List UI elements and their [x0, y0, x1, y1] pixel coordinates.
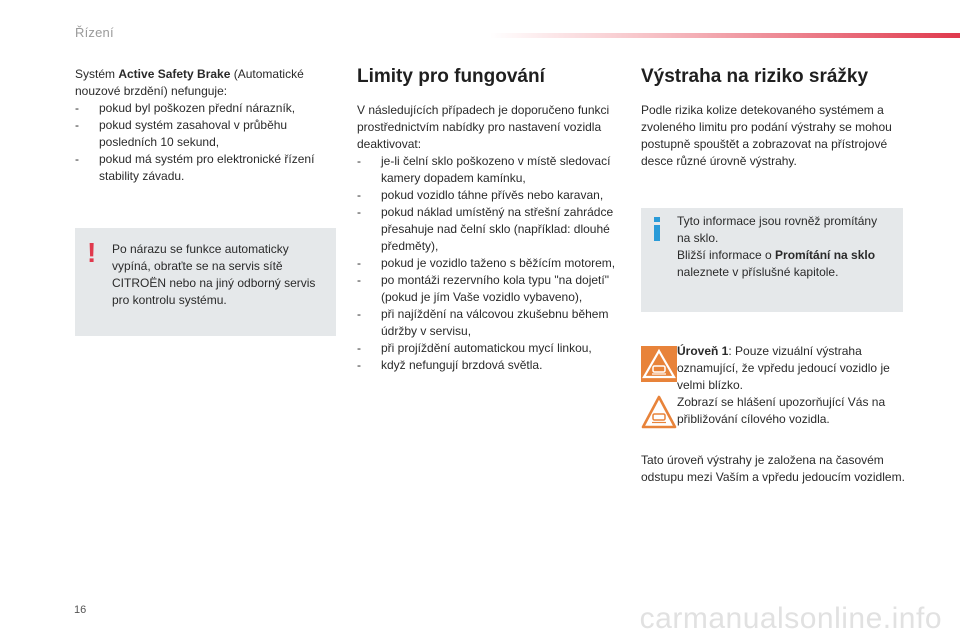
section-title-collision-warning: Výstraha na riziko srážky	[641, 66, 869, 87]
info-note-text: Tyto informace jsou rovněž promítány na sklo. Bližší informace o Promítání na sklo naleznete v příslušné kapitole.	[677, 214, 878, 279]
column-1	[75, 66, 337, 185]
collision-intro: Podle rizika kolize detekovaného systémem a zvoleného limitu pro podání výstrahy se mohou postupně spouštět a zobrazovat na přístrojové desce různé úrovně výstrahy.	[641, 103, 892, 168]
level-timing-note: Tato úroveň výstrahy je založena na časovém odstupu mezi Vaším a vpředu jedoucím vozidlem.	[641, 453, 905, 484]
page-number: 16	[74, 604, 87, 616]
asb-conditions-list	[75, 100, 337, 185]
asb-intro: Systém Active Safety Brake (Automatické nouzové brzdění) nefunguje:	[75, 67, 304, 98]
collision-warning-triangle-icon	[641, 395, 677, 429]
warning-level-label: Úroveň 1	[677, 344, 729, 358]
asb-system-name: Active Safety Brake	[118, 67, 231, 81]
list-item: - při najíždění na válcovou zkušebnu během údržby v servisu,	[357, 306, 625, 340]
column-3	[641, 66, 906, 170]
header-accent-bar	[490, 33, 960, 38]
column-2	[357, 66, 625, 374]
section-title-limits: Limity pro fungování	[357, 66, 545, 87]
page-header-title: Řízení	[75, 25, 114, 40]
info-note	[641, 208, 903, 312]
exclamation-icon: !	[87, 237, 97, 268]
list-item: - po montáži rezervního kola typu "na dojetí" (pokud je jím Vaše vozidlo vybaveno),	[357, 272, 625, 306]
list-item: - je-li čelní sklo poškozeno v místě sledovací kamery dopadem kamínku,	[357, 153, 625, 187]
list-item: - pokud systém zasahoval v průběhu posledních 10 sekund,	[75, 117, 337, 151]
limits-intro: V následujících případech je doporučeno funkci prostřednictvím nabídky pro nastavení vozidla deaktivovat:	[357, 103, 610, 151]
list-item: - pokud je vozidlo taženo s běžícím motorem,	[357, 255, 625, 272]
limits-list	[357, 153, 625, 374]
list-item: - pokud náklad umístěný na střešní zahrádce přesahuje nad čelní sklo (například: dlouhé předměty),	[357, 204, 625, 255]
collision-warning-level-icon	[641, 346, 677, 382]
list-item: - když nefungují brzdová světla.	[357, 357, 625, 374]
watermark: carmanualsonline.info	[639, 602, 942, 635]
list-item: - pokud vozidlo táhne přívěs nebo karavan,	[357, 187, 625, 204]
list-item: - pokud byl poškozen přední nárazník,	[75, 100, 337, 117]
info-icon	[652, 217, 662, 241]
list-item: - pokud má systém pro elektronické řízení stability závadu.	[75, 151, 337, 185]
warning-note	[75, 228, 336, 336]
warning-note-text: Po nárazu se funkce automaticky vypíná, obraťte se na servis sítě CITROËN nebo na jiný odborný servis pro kontrolu systému.	[112, 242, 316, 307]
warning-level-1-text: Úroveň 1: Pouze vizuální výstraha oznamující, že vpředu jedoucí vozidlo je velmi blízko. Zobrazí se hlášení upozorňující Vás na přibližování cílového vozidla.	[677, 344, 890, 426]
list-item: - při projíždění automatickou mycí linkou,	[357, 340, 625, 357]
info-link-text: Promítání na sklo	[775, 248, 876, 262]
